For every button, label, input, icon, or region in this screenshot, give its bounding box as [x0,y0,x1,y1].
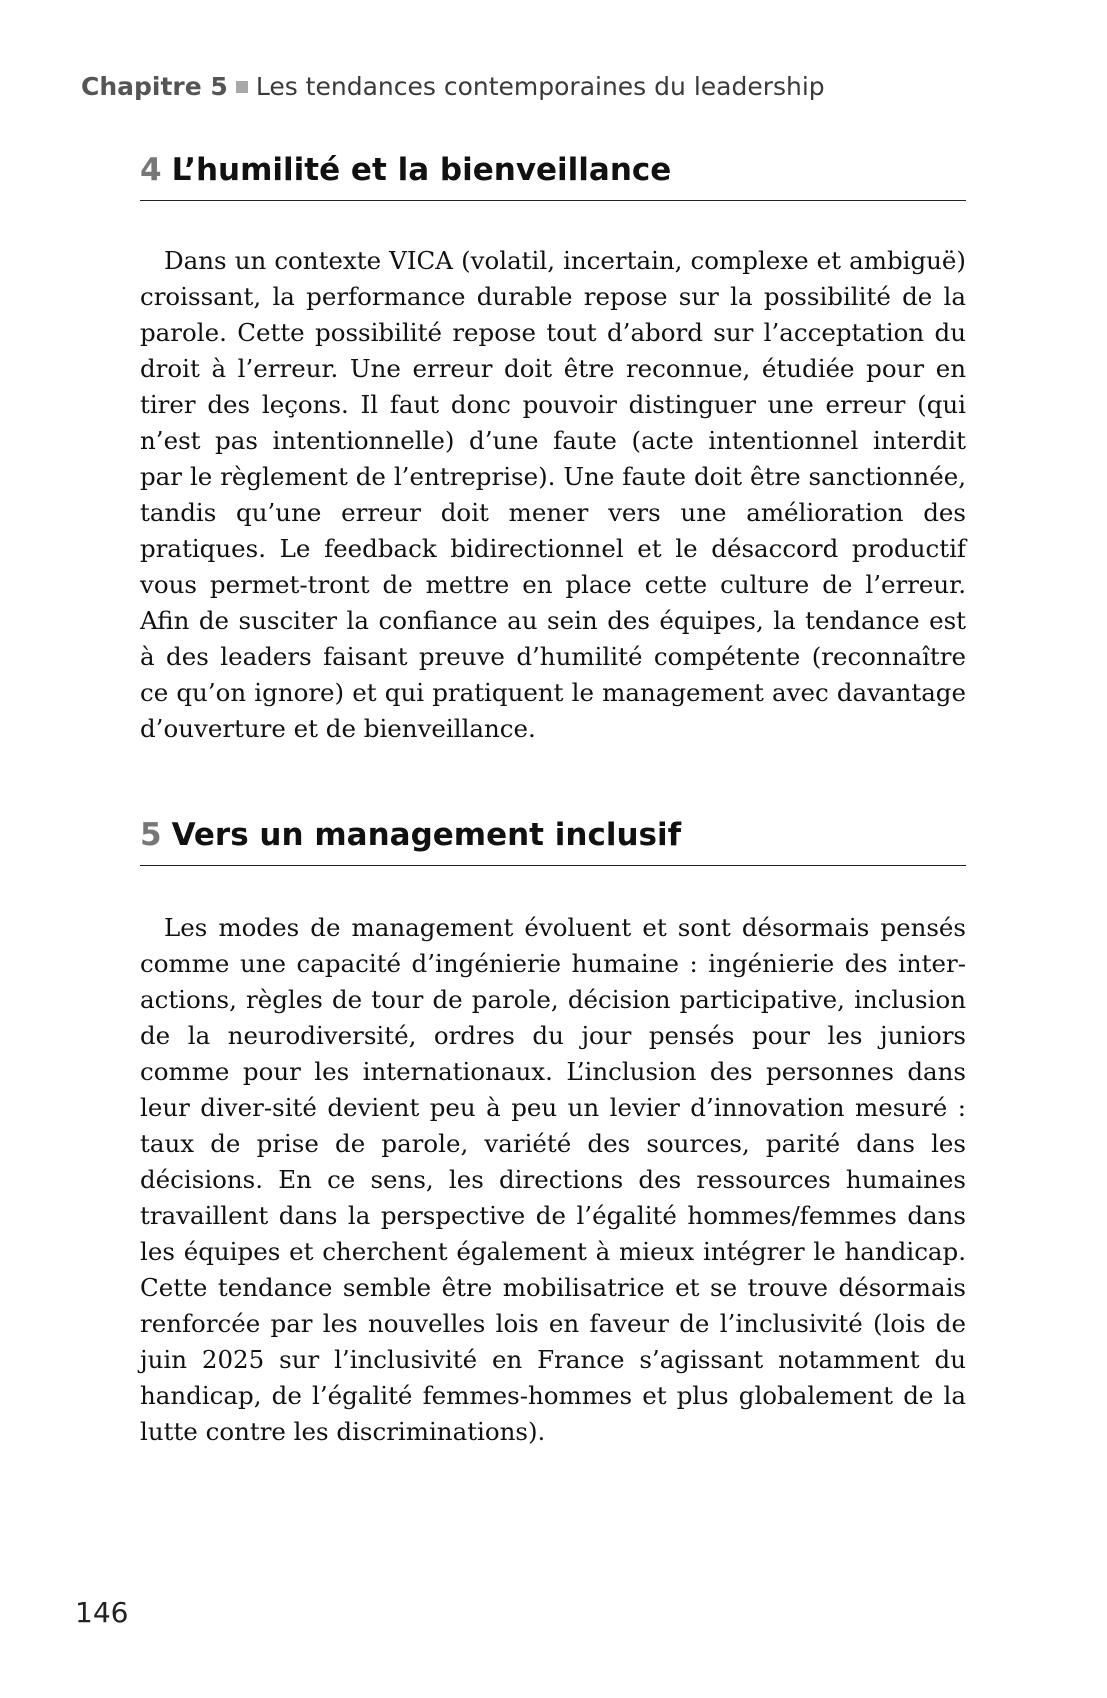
section-title-text: Vers un management inclusif [171,817,682,853]
square-bullet-icon [236,81,248,93]
section-number: 5 [140,817,162,853]
chapter-title: Les tendances contemporaines du leadership [255,72,825,101]
section-heading-4 [140,152,966,201]
section-heading-5 [140,817,966,866]
chapter-label: Chapitre 5 [81,72,228,101]
page-number: 146 [75,1596,129,1629]
section-4-paragraph: Dans un contexte VICA (volatil, incertain, complexe et ambiguë) croissant, la performance durable repose sur la possibilité de la parole. Cette possibilité repose tout d’abord sur l’acceptation du droit à l’erreur. Une erreur doit être reconnue, étudiée pour en tirer des leçons. Il faut donc pouvoir distinguer une erreur (qui n’est pas intentionnelle) d’une faute (acte intentionnel interdit par le règlement de l’entreprise). Une faute doit être sanctionnée, tandis qu’une erreur doit mener vers une amélioration des pratiques. Le feedback bidirectionnel et le désaccord productif vous permet-tront de mettre en place cette culture de l’erreur. Afin de susciter la confiance au sein des équipes, la tendance est à des leaders faisant preuve d’humilité compétente (reconnaître ce qu’on ignore) et qui pratiquent le management avec davantage d’ouverture et de bienveillance. [140,246,966,743]
section-title-text: L’humilité et la bienveillance [171,152,672,188]
section-5-paragraph: Les modes de management évoluent et sont désormais pensés comme une capacité d’ingénierie humaine : ingénierie des inter-actions, règles de tour de parole, décision participative, inclusion de la neurodiversité, ordres du jour pensés pour les juniors comme pour les internationaux. L’inclusion des personnes dans leur diver-sité devient peu à peu un levier d’innovation mesuré : taux de prise de parole, variété des sources, parité dans les décisions. En ce sens, les directions des ressources humaines travaillent dans la perspective de l’égalité hommes/femmes dans les équipes et cherchent également à mieux intégrer le handicap. Cette tendance semble être mobilisatrice et se trouve désormais renforcée par les nouvelles lois en faveur de l’inclusivité (lois de juin 2025 sur l’inclusivité en France s’agissant notamment du handicap, de l’égalité femmes-hommes et plus globalement de la lutte contre les discriminations). [140,913,966,1446]
running-head [81,72,825,101]
section-number: 4 [140,152,162,188]
